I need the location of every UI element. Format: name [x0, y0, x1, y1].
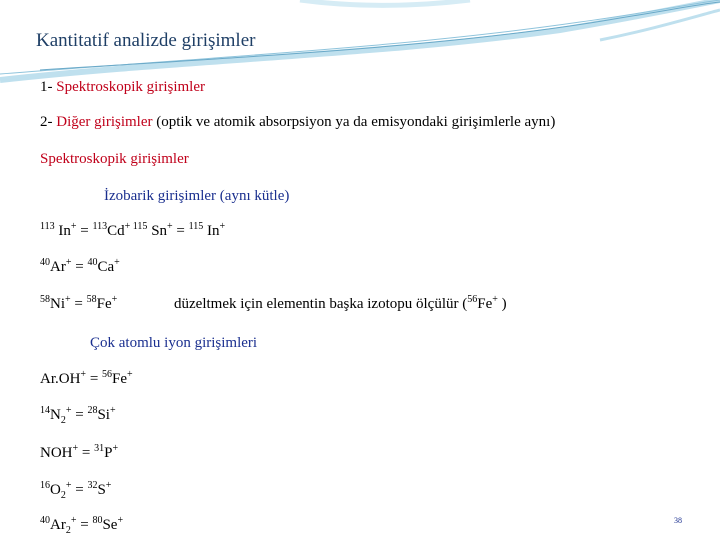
superscript: 28 — [87, 405, 98, 416]
superscript: + — [65, 405, 72, 416]
superscript: + — [65, 294, 71, 305]
formula-text: Fe — [112, 371, 128, 387]
formula-text: = — [71, 482, 88, 498]
list-item-other — [40, 113, 555, 131]
formula-text: N — [50, 407, 61, 423]
item-number: 2- — [40, 114, 57, 130]
formula-text: In — [203, 223, 220, 239]
subscript: 2 — [60, 490, 66, 501]
item-label: Diğer girişimler — [56, 114, 153, 130]
superscript: + — [167, 221, 173, 232]
subscript: 2 — [65, 525, 71, 536]
formula-text: Ni — [50, 296, 65, 312]
superscript: 115 — [188, 221, 204, 232]
subscript: 2 — [60, 415, 66, 426]
formula-text: O — [50, 482, 61, 498]
formula-text: Fe — [477, 296, 493, 312]
superscript: + — [109, 405, 116, 416]
formula-text: düzeltmek için elementin başka izotopu ölçülür ( — [174, 296, 468, 312]
superscript: + — [492, 294, 498, 305]
isobaric-equation-row-3 — [40, 295, 117, 313]
formula-text: Ar.OH — [40, 371, 81, 387]
superscript: 58 — [40, 294, 50, 305]
formula-text: Se — [102, 517, 118, 533]
formula-text: = — [76, 517, 93, 533]
superscript: + — [114, 257, 120, 268]
formula-text: = — [71, 407, 88, 423]
page-number: 38 — [674, 516, 682, 525]
superscript: 56 — [102, 369, 113, 380]
formula-text: = — [78, 445, 95, 461]
formula-text: Ar — [50, 259, 66, 275]
item-number: 1- — [40, 79, 57, 95]
superscript: 14 — [40, 405, 50, 416]
list-item-spectroscopic — [40, 78, 205, 96]
formula-text: Si — [97, 407, 110, 423]
superscript: 31 — [94, 443, 105, 454]
polyatomic-equation-row-2 — [40, 406, 116, 424]
formula-text: Ca — [97, 259, 115, 275]
superscript: + — [70, 515, 77, 526]
formula-text: P — [104, 445, 113, 461]
superscript: + — [65, 480, 72, 491]
superscript: + — [111, 294, 118, 305]
superscript: + — [65, 257, 72, 268]
formula-text: NOH — [40, 445, 73, 461]
superscript: 40 — [87, 257, 98, 268]
superscript: 32 — [87, 480, 98, 491]
superscript: + — [219, 221, 226, 232]
superscript: + — [127, 369, 133, 380]
polyatomic-equation-row-4 — [40, 481, 111, 499]
polyatomic-equation-row-5 — [40, 516, 123, 534]
formula-text: Cd — [107, 223, 125, 239]
correction-note — [174, 295, 507, 313]
superscript: + — [70, 221, 77, 232]
formula-text: Fe — [96, 296, 112, 312]
superscript: 56 — [467, 294, 478, 305]
polyatomic-equation-row-3 — [40, 444, 118, 462]
superscript: 115 — [130, 221, 148, 232]
superscript: 40 — [40, 257, 50, 268]
formula-text: Sn — [147, 223, 168, 239]
formula-text: ) — [497, 296, 507, 312]
superscript: + — [80, 369, 87, 380]
superscript: 80 — [92, 515, 103, 526]
superscript: 113 — [40, 221, 55, 232]
formula-text: = — [70, 296, 87, 312]
section-heading-spectroscopic: Spektroskopik girişimler — [40, 151, 189, 167]
superscript: 58 — [86, 294, 97, 305]
formula-text: = — [172, 223, 189, 239]
formula-text: S — [97, 482, 106, 498]
polyatomic-equation-row-1 — [40, 370, 133, 388]
superscript: 16 — [40, 480, 50, 491]
item-label: Spektroskopik girişimler — [56, 79, 205, 95]
formula-text: = — [76, 223, 93, 239]
isobaric-equation-row-2 — [40, 258, 120, 276]
formula-text: = — [86, 371, 103, 387]
subheading-isobaric: İzobarik girişimler (aynı kütle) — [104, 188, 290, 204]
page-title: Kantitatif analizde girişimler — [36, 30, 256, 51]
superscript: + — [112, 443, 119, 454]
superscript: + — [124, 221, 131, 232]
superscript: + — [105, 480, 112, 491]
formula-text: Ar — [50, 517, 66, 533]
superscript: + — [117, 515, 124, 526]
superscript: 40 — [40, 515, 50, 526]
isobaric-equation-row-1 — [40, 222, 225, 240]
item-description: (optik ve atomik absorpsiyon ya da emisyondaki girişimlerle aynı) — [152, 114, 556, 130]
superscript: + — [72, 443, 79, 454]
formula-text: = — [71, 259, 88, 275]
subheading-polyatomic: Çok atomlu iyon girişimleri — [90, 335, 258, 351]
superscript: 113 — [92, 221, 108, 232]
formula-text: In — [54, 223, 71, 239]
